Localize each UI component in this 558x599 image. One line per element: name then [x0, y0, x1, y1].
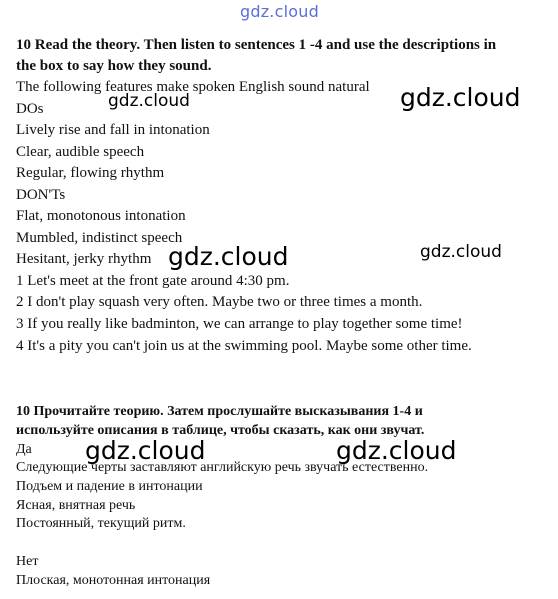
ru-heading-line2: используйте описания в таблице, чтобы сказать, как они звучат.	[16, 423, 425, 438]
donts-item: Mumbled, indistinct speech	[16, 230, 183, 246]
donts-item: Hesitant, jerky rhythm	[16, 251, 152, 267]
exercise-heading-line1: 10 Read the theory. Then listen to sentences 1 -4 and use the descriptions in	[16, 37, 497, 53]
donts-item: Flat, monotonous intonation	[16, 208, 186, 224]
watermark: gdz.cloud	[420, 242, 502, 262]
watermark: gdz.cloud	[168, 242, 289, 271]
watermark: gdz.cloud	[108, 91, 190, 111]
dos-label: DOs	[16, 101, 44, 117]
donts-label: DON'Ts	[16, 187, 66, 203]
watermark: gdz.cloud	[85, 436, 206, 465]
dos-item: Lively rise and fall in intonation	[16, 122, 210, 138]
intro-text: The following features make spoken English sound natural	[16, 79, 370, 95]
sentence: 2 I don't play squash very often. Maybe two or three times a month.	[16, 294, 423, 310]
ru-no-label: Нет	[16, 554, 39, 569]
dos-item: Clear, audible speech	[16, 144, 145, 160]
watermark: gdz.cloud	[400, 83, 521, 112]
watermark: gdz.cloud	[336, 436, 457, 465]
ru-no-item: Плоская, монотонная интонация	[16, 573, 211, 588]
ru-yes-item: Ясная, внятная речь	[16, 498, 136, 513]
ru-yes-label: Да	[16, 442, 32, 457]
exercise-heading-line2: the box to say how they sound.	[16, 58, 212, 74]
sentence: 4 It's a pity you can't join us at the swimming pool. Maybe some other time.	[16, 338, 472, 354]
ru-intro: Следующие черты заставляют английскую речь звучать естественно.	[16, 460, 429, 475]
ru-yes-item: Подъем и падение в интонации	[16, 479, 203, 494]
sentence: 1 Let's meet at the front gate around 4:30 pm.	[16, 273, 290, 289]
dos-item: Regular, flowing rhythm	[16, 165, 165, 181]
watermark-top: gdz.cloud	[240, 2, 319, 21]
ru-yes-item: Постоянный, текущий ритм.	[16, 516, 186, 531]
sentence: 3 If you really like badminton, we can arrange to play together some time!	[16, 316, 463, 332]
ru-heading-line1: 10 Прочитайте теорию. Затем прослушайте высказывания 1-4 и	[16, 404, 423, 419]
